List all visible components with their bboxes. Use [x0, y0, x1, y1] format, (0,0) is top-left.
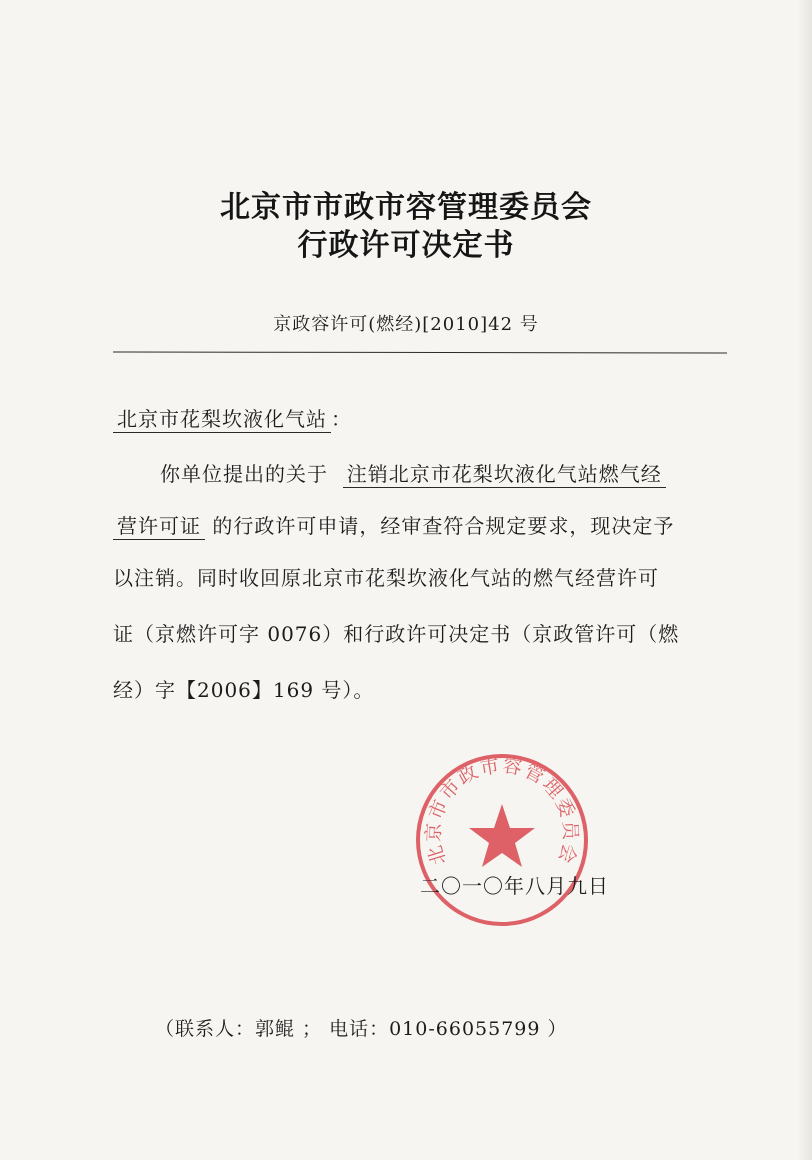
- page-edge-shadow: [798, 0, 812, 1160]
- p1-lead: 你单位提出的关于: [160, 462, 328, 486]
- paragraph-line-4: 证（京燃许可字 0076）和行政许可决定书（京政管许可（燃: [113, 622, 680, 646]
- seal-text: 北京市市政市容管理委员会: [422, 754, 582, 868]
- p1-subject: 注销北京市花梨坎液化气站燃气经: [343, 462, 666, 488]
- p2-rest: 的行政许可申请，经审查符合规定要求，现决定予: [212, 514, 675, 538]
- p2-subject: 营许可证: [113, 514, 205, 540]
- paragraph-line-2: [113, 510, 674, 539]
- issue-date: 二〇一〇年八月九日: [420, 874, 609, 898]
- contact-info: （联系人：郭鲲 ； 电话：010-66055799 ）: [155, 1018, 568, 1040]
- paragraph-line-3: 以注销。同时收回原北京市花梨坎液化气站的燃气经营许可: [113, 566, 659, 590]
- official-seal: [414, 752, 590, 928]
- addressee-line: [113, 403, 352, 432]
- paragraph-line-5: 经）字【2006】169 号）。: [113, 678, 375, 702]
- title-line-1: 北京市市政市容管理委员会: [220, 190, 592, 225]
- addressee-name: 北京市花梨坎液化气站: [113, 407, 331, 433]
- document-number: 京政容许可(燃经)[2010]42 号: [273, 314, 539, 335]
- paragraph-line-1: [160, 458, 666, 487]
- title-line-2: 行政许可决定书: [297, 228, 515, 263]
- seal-star-icon: [469, 804, 535, 867]
- addressee-colon: ：: [331, 407, 352, 431]
